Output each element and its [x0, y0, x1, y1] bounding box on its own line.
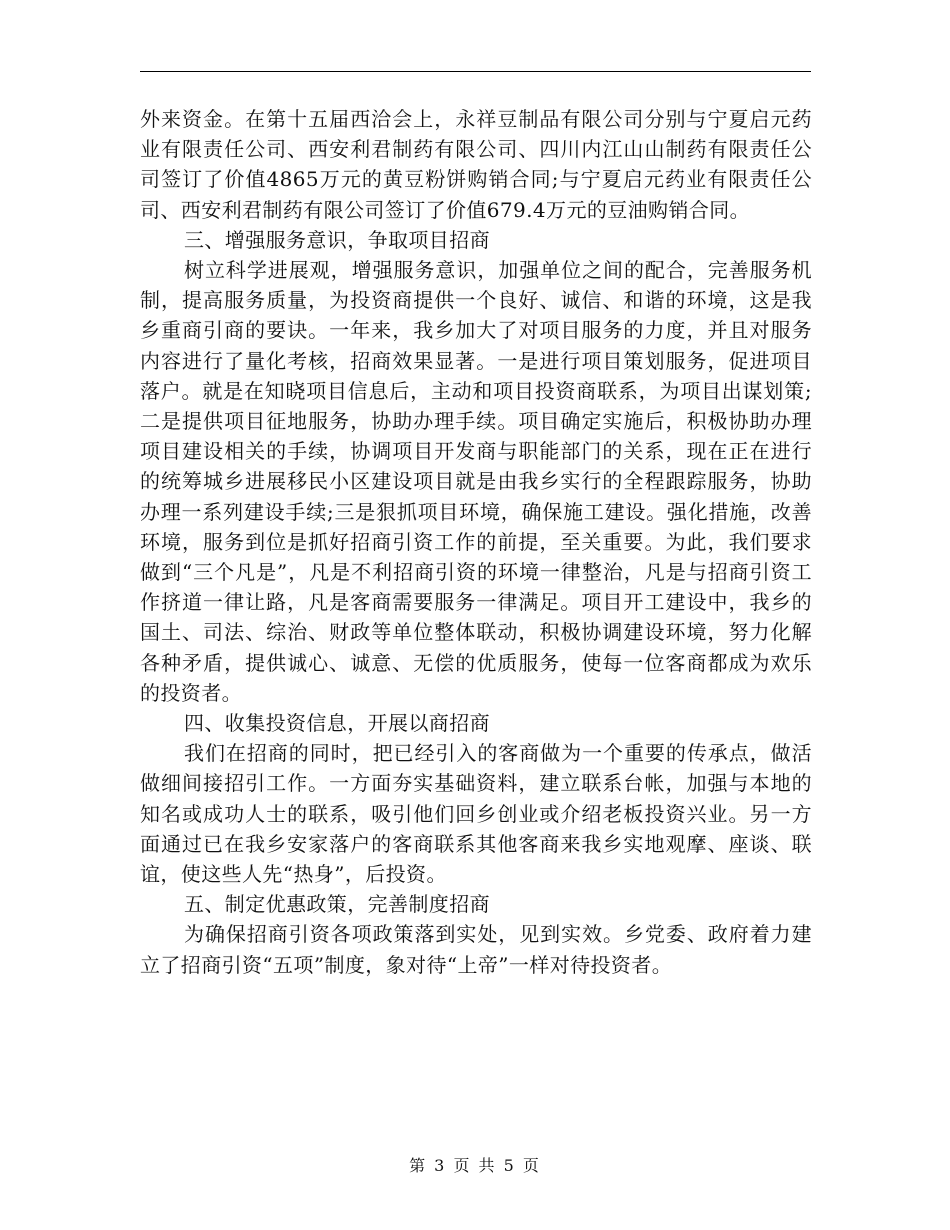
- paragraph-policy: 为确保招商引资各项政策落到实处，见到实效。乡党委、政府着力建立了招商引资“五项”制度，象对待“上帝”一样对待投资者。: [140, 922, 812, 977]
- section-heading-5: 五、制定优惠政策，完善制度招商: [184, 892, 490, 917]
- document-body: [140, 104, 812, 980]
- paragraph-investment-info: 我们在招商的同时，把已经引入的客商做为一个重要的传承点，做活做细间接招引工作。一方面夯实基础资料，建立联系台帐，加强与本地的知名或成功人士的联系，吸引他们回乡创业或介绍老板投资兴业。另一方面通过已在我乡安家落户的客商联系其他客商来我乡实地观摩、座谈、联谊，使这些人先“热身”，后投资。: [140, 741, 812, 887]
- section-heading-3: 三、增强服务意识，争取项目招商: [184, 227, 490, 252]
- page-number: 第 3 页 共 5 页: [409, 1156, 541, 1175]
- paragraph-service: 树立科学进展观，增强服务意识，加强单位之间的配合，完善服务机制，提高服务质量，为投资商提供一个良好、诚信、和谐的环境，这是我乡重商引商的要诀。一年来，我乡加大了对项目服务的力度，并且对服务内容进行了量化考核，招商效果显著。一是进行项目策划服务，促进项目落户。就是在知晓项目信息后，主动和项目投资商联系，为项目出谋划策;二是提供项目征地服务，协助办理手续。项目确定实施后，积极协助办理项目建设相关的手续，协调项目开发商与职能部门的关系，现在正在进行的统筹城乡进展移民小区建设项目就是由我乡实行的全程跟踪服务，协助办理一系列建设手续;三是狠抓项目环境，确保施工建设。强化措施，改善环境，服务到位是抓好招商引资工作的前提，至关重要。为此，我们要求做到“三个凡是”，凡是不利招商引资的环境一律整治，凡是与招商引资工作挤道一律让路，凡是客商需要服务一律满足。项目开工建设中，我乡的国土、司法、综治、财政等单位整体联动，积极协调建设环境，努力化解各种矛盾，提供诚心、诚意、无偿的优质服务，使每一位客商都成为欢乐的投资者。: [140, 258, 812, 705]
- section-heading-4: 四、收集投资信息，开展以商招商: [184, 711, 490, 736]
- header-rule: [140, 71, 811, 72]
- paragraph-continuation: 外来资金。在第十五届西洽会上，永祥豆制品有限公司分别与宁夏启元药业有限责任公司、西安利君制药有限公司、四川内江山山制药有限责任公司签订了价值4865万元的黄豆粉饼购销合同;与宁夏启元药业有限责任公司、西安利君制药有限公司签订了价值679.4万元的豆油购销合同。: [140, 107, 812, 222]
